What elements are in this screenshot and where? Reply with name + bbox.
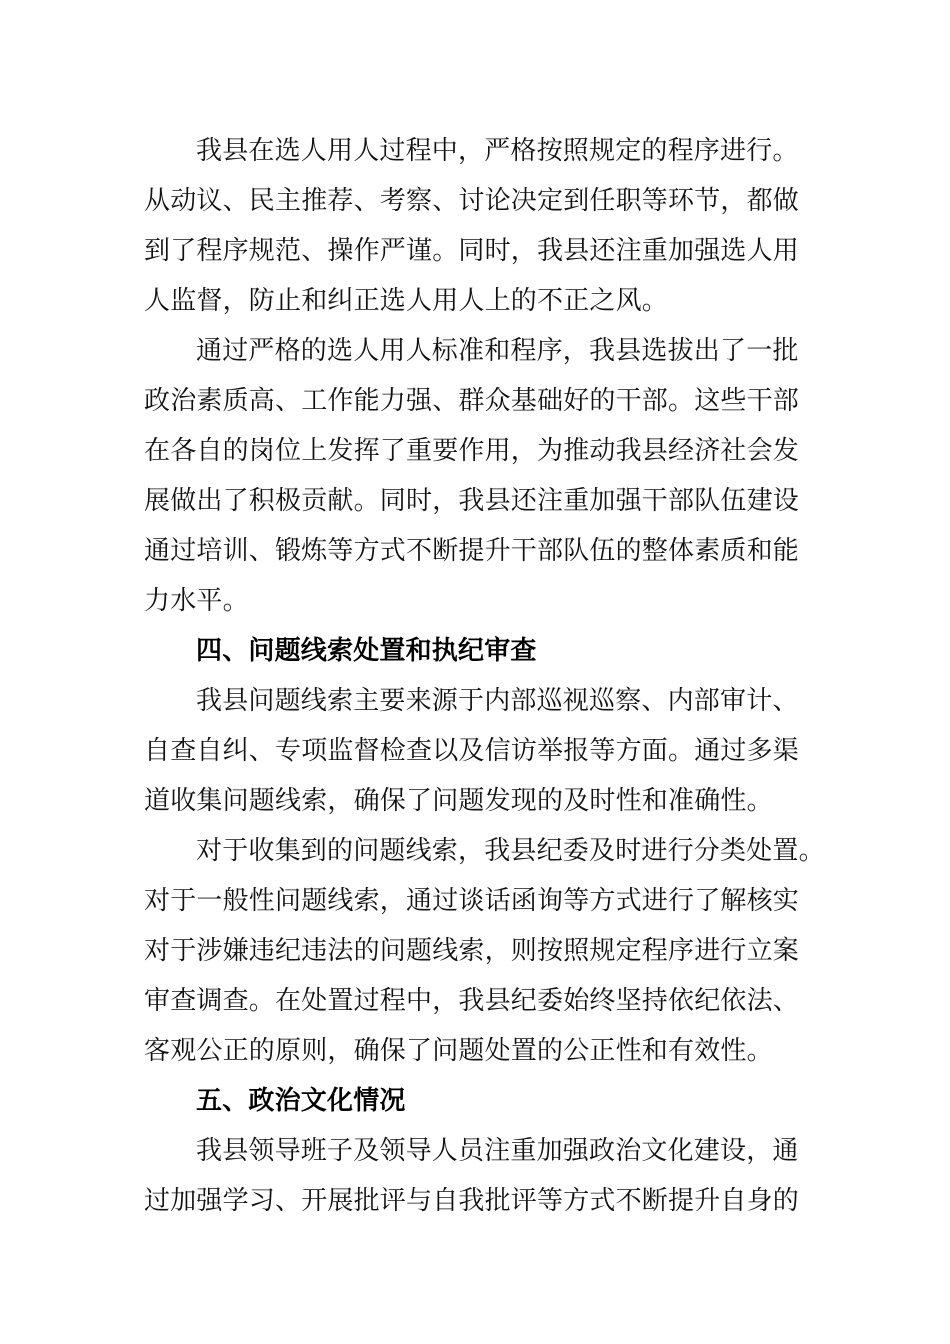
paragraph-3-line-1: 我县问题线索主要来源于内部巡视巡察、内部审计、 xyxy=(196,686,799,716)
paragraph-4-line-5: 客观公正的原则，确保了问题处置的公正性和有效性。 xyxy=(144,1036,773,1066)
paragraph-2-line-3: 在各自的岗位上发挥了重要作用，为推动我县经济社会发 xyxy=(144,436,800,466)
paragraph-2-line-4: 展做出了积极贡献。同时，我县还注重加强干部队伍建设 xyxy=(144,486,800,516)
paragraph-3-line-2: 自查自纠、专项监督检查以及信访举报等方面。通过多渠 xyxy=(144,736,800,766)
paragraph-3-line-3: 道收集问题线索，确保了问题发现的及时性和准确性。 xyxy=(144,786,773,816)
paragraph-1-line-3: 到了程序规范、操作严谨。同时，我县还注重加强选人用 xyxy=(144,236,800,266)
paragraph-2-line-5: 通过培训、锻炼等方式不断提升干部队伍的整体素质和能 xyxy=(144,536,800,566)
paragraph-1-line-4: 人监督，防止和纠正选人用人上的不正之风。 xyxy=(144,286,669,316)
paragraph-5-line-2: 过加强学习、开展批评与自我批评等方式不断提升自身的 xyxy=(144,1186,800,1216)
paragraph-1-line-1: 我县在选人用人过程中，严格按照规定的程序进行。 xyxy=(196,136,799,166)
paragraph-4-line-3: 对于涉嫌违纪违法的问题线索，则按照规定程序进行立案 xyxy=(144,936,800,966)
paragraph-2-line-2: 政治素质高、工作能力强、群众基础好的干部。这些干部 xyxy=(144,386,800,416)
paragraph-4-line-2: 对于一般性问题线索，通过谈话函询等方式进行了解核实 xyxy=(144,886,800,916)
paragraph-2-line-1: 通过严格的选人用人标准和程序，我县选拔出了一批 xyxy=(196,336,799,366)
paragraph-4-line-4: 审查调查。在处置过程中，我县纪委始终坚持依纪依法、 xyxy=(144,986,800,1016)
paragraph-2-line-6: 力水平。 xyxy=(144,586,249,616)
paragraph-1-line-2: 从动议、民主推荐、考察、讨论决定到任职等环节，都做 xyxy=(144,186,800,216)
section-heading-5: 五、政治文化情况 xyxy=(196,1086,406,1116)
paragraph-5-line-1: 我县领导班子及领导人员注重加强政治文化建设，通 xyxy=(196,1136,799,1166)
section-heading-4: 四、问题线索处置和执纪审查 xyxy=(196,636,537,666)
paragraph-4-line-1: 对于收集到的问题线索，我县纪委及时进行分类处置。 xyxy=(196,836,825,866)
